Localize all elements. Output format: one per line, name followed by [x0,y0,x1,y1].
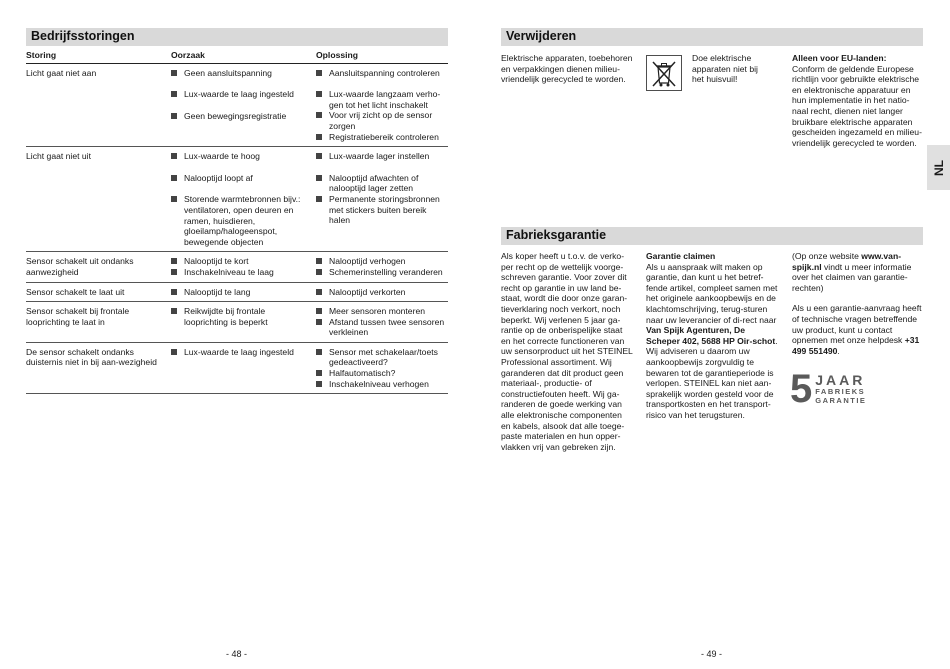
list-item: Schemerinstelling veranderen [316,267,448,278]
list-item: Nalooptijd verhogen [316,256,448,267]
list-item: Lux-waarde lager instellen [316,151,448,162]
warranty-claim [646,251,780,421]
list-item: Geen bewegingsregistratie [171,111,310,122]
list-item: Inschakelniveau te laag [171,267,310,278]
claim-text-part: Als u aanspraak wilt maken op garantie, dan kunt u het betref-fende artikel, compleet samen met het originele aankoopbewijs en de klachtomschrijving, terug-sturen naar uw leverancier of di-rect naar [646,261,778,325]
section-title-bedrijfsstoringen: Bedrijfsstoringen [26,28,448,46]
no-household-waste-text: Doe elektrische apparaten niet bij het huisvuil! [692,53,758,85]
language-tab [927,145,950,190]
badge-word: FABRIEKS [815,387,866,396]
storing-cell: Licht gaat niet uit [26,151,91,162]
language-tab-label: NL [931,159,946,176]
storing-cell: De sensor schakelt ondanks duisternis niet in bij aan-wezigheid [26,346,157,368]
contact-text-part: (Op onze website [792,251,862,261]
website-note [792,251,925,293]
badge-word: GARANTIE [815,396,867,405]
table-row [26,302,448,343]
section-title-verwijderen: Verwijderen [501,28,923,46]
oplossing-cell [316,347,448,389]
oplossing-cell [316,256,448,277]
table-header [26,50,448,64]
table-row [26,252,448,282]
table-row [26,64,448,148]
contact-text-part: . [837,345,840,356]
oorzaak-cell [171,287,316,298]
oplossing-cell [316,287,448,298]
header-storing: Storing [26,50,57,60]
header-oorzaak: Oorzaak [171,50,205,60]
list-item: Sensor met schakelaar/toets gedeactiveerd? [316,347,448,368]
list-item: Nalooptijd te lang [171,287,310,298]
helpdesk-phone: +31 499 551490 [792,335,920,356]
page-number: - 48 - [226,649,248,659]
header-oplossing: Oplossing [316,50,359,60]
oplossing-cell [316,306,448,338]
list-item: Afstand tussen twee sensoren verkleinen [316,317,448,338]
warranty-contact [792,251,925,356]
list-item: Nalooptijd loopt af [171,173,310,184]
list-item: Meer sensoren monteren [316,306,448,317]
warranty-badge [790,367,867,411]
disposal-text: Elektrische apparaten, toebehoren en verpakkingen dienen milieu-vriendelijk gerecycled te worden. [501,53,633,85]
list-item: Geen aansluitspanning [171,68,310,79]
list-item: Lux-waarde te laag ingesteld [171,347,310,358]
list-item: Nalooptijd te kort [171,256,310,267]
oorzaak-cell [171,306,316,338]
list-item: Reikwijdte bij frontale looprichting is beperkt [171,306,310,327]
eu-notice [792,53,925,148]
list-item: Storende warmtebronnen bijv.: ventilatoren, open deuren en ramen, huisdieren, gloeilamp/halogeenspot, bewegende objecten [171,194,310,247]
oorzaak-cell [171,347,316,389]
oorzaak-cell [171,151,316,247]
helpdesk-note [792,303,925,356]
table-row [26,343,448,394]
list-item: Permanente storingsbronnen met stickers buiten bereik halen [316,194,448,226]
table-row [26,147,448,252]
oplossing-cell [316,68,448,143]
list-item: Lux-waarde langzaam verho-gen tot het licht inschakelt [316,89,448,110]
troubleshooting-table [26,50,448,394]
claim-address: Van Spijk Agenturen, De Scheper 402, 5688 HP Oir-schot [646,325,776,346]
storing-cell: Sensor schakelt te laat uit [26,286,125,297]
warranty-claim-text [646,262,780,421]
crossed-out-bin-icon [646,55,682,91]
warranty-text: Als koper heeft u t.o.v. de verko-per recht op de wettelijk voorge-schreven garantie. Voor zover dit recht op garantie in uw land be-staat, wordt die door onze garan-tieverklaring noch verkort, noch beperkt. Wij verlenen 5 jaar ga-rantie op de onberispelijke staat en het correcte functioneren van uw sensorproduct uit het STEINEL Professional assortiment. Wij garanderen dat dit product geen materiaal-, productie- of constructiefouten heeft. Wij ga-randeren de goede werking van alle elektronische componenten en kabels, alsook dat alle toege-paste materialen en hun opper-vlakken vrij van gebreken zijn. [501,251,633,452]
oorzaak-cell [171,68,316,143]
contact-text-part: Als u een garantie-aanvraag heeft of technische vragen betreffende uw product, kunt u contact opnemen met onze helpdesk [792,303,922,346]
table-row [26,283,448,303]
warranty-claim-title: Garantie claimen [646,251,716,261]
eu-notice-title: Alleen voor EU-landen: [792,53,887,63]
storing-cell: Licht gaat niet aan [26,67,97,78]
list-item: Halfautomatisch? [316,368,448,379]
eu-notice-text: Conform de geldende Europese richtlijn voor gebruikte elektrische en elektronische apparatuur en hun implementatie in het natio-naal recht, dienen niet langer bruikbare elektrische apparaten gescheiden ingezameld en milieu-vriendelijk gerecycled te worden. [792,63,922,148]
website-link: www.van-spijk.nl [792,251,902,272]
right-page [475,0,950,669]
list-item: Nalooptijd afwachten of nalooptijd lager zetten [316,173,448,194]
badge-number: 5 [790,367,813,411]
list-item: Lux-waarde te hoog [171,151,310,162]
oplossing-cell [316,151,448,247]
list-item: Aansluitspanning controleren [316,68,448,79]
contact-text-part: vindt u meer informatie over het claimen van garantie-rechten) [792,261,912,293]
list-item: Registratiebereik controleren [316,132,448,143]
storing-cell: Sensor schakelt uit ondanks aanwezigheid [26,256,134,277]
list-item: Nalooptijd verkorten [316,287,448,298]
list-item: Voor vrij zicht op de sensor zorgen [316,110,448,131]
section-title-fabrieksgarantie: Fabrieksgarantie [501,227,923,245]
list-item: Inschakelniveau verhogen [316,379,448,390]
badge-word: JAAR [815,372,866,388]
badge-words [815,373,866,405]
claim-text-part: . Wij adviseren u daarom uw aankoopbewijs zorgvuldig te bewaren tot de garantieperiode is verlopen. STEINEL kan niet aan-sprakelijk worden gesteld voor de transportkosten en het transport-risico van het terugsturen. [646,335,778,420]
oorzaak-cell [171,256,316,277]
storing-cell: Sensor schakelt bij frontale looprichting te laat in [26,306,130,327]
page-number: - 49 - [701,649,723,659]
list-item: Lux-waarde te laag ingesteld [171,89,310,100]
